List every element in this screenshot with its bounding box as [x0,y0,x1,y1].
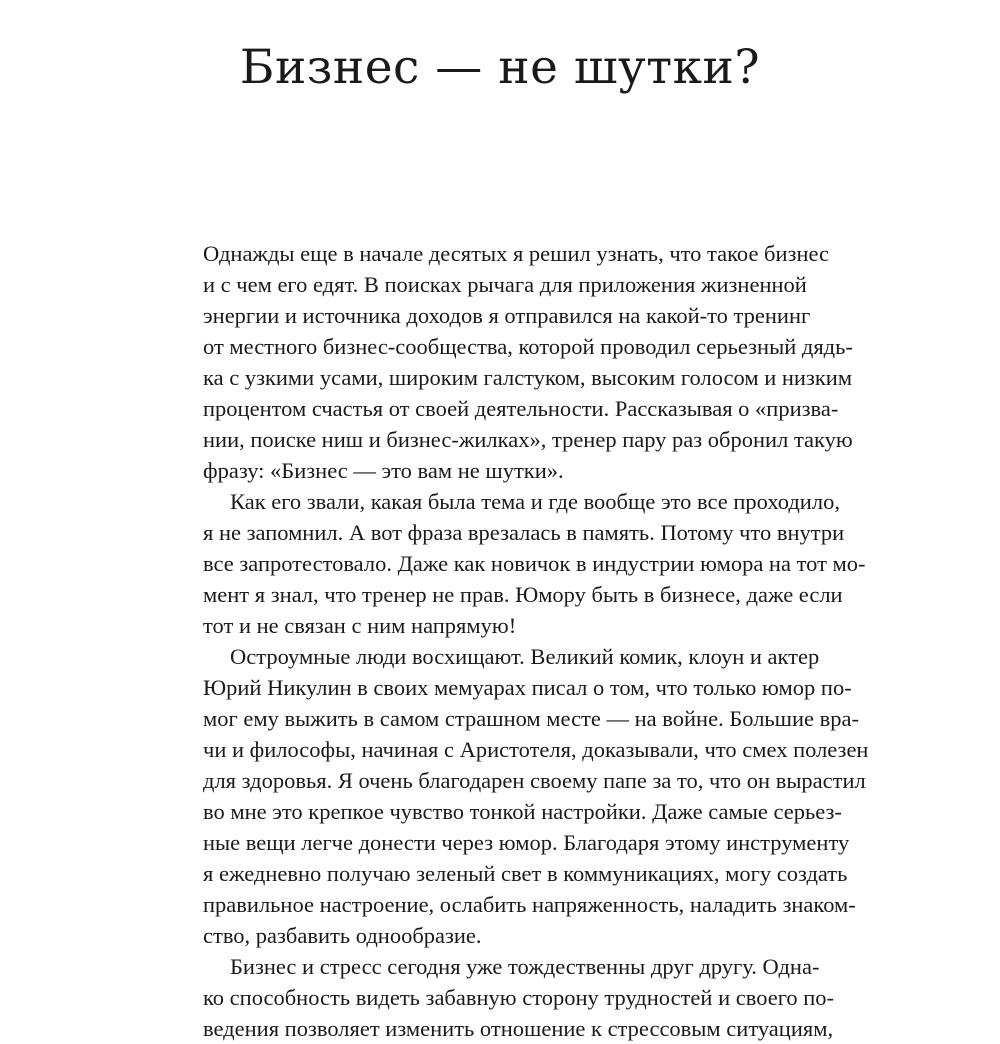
paragraph [203,641,869,951]
text-line: от местного бизнес-сообщества, которой проводил серьезный дядь- [203,334,853,359]
text-line: процентом счастья от своей деятельности. Рассказывая о «призва- [203,396,839,421]
paragraph [203,238,853,486]
text-line: Как его звали, какая была тема и где вообще это все проходило, [230,489,840,514]
text-line: правильное настроение, ослабить напряженность, наладить знаком- [203,892,856,917]
text-line: ка с узкими усами, широким галстуком, высоким голосом и низким [203,365,853,390]
text-line: для здоровья. Я очень благодарен своему папе за то, что он вырастил [203,768,866,793]
text-line: я ежедневно получаю зеленый свет в коммуникациях, могу создать [203,861,848,886]
text-line: Остроумные люди восхищают. Великий комик, клоун и актер [230,644,820,669]
text-line: ные вещи легче донести через юмор. Благодаря этому инструменту [203,830,850,855]
text-line: мент я знал, что тренер не прав. Юмору быть в бизнесе, даже если [203,582,843,607]
text-line: мог ему выжить в самом страшном месте — на войне. Большие вра- [203,706,860,731]
text-line: ко способность видеть забавную сторону трудностей и своего по- [203,985,835,1010]
text-line: Юрий Никулин в своих мемуарах писал о том, что только юмор по- [203,675,852,700]
chapter-title: Бизнес — не шутки? [239,40,761,95]
text-line: Бизнес и стресс сегодня уже тождественны друг другу. Одна- [230,954,820,979]
text-line: чи и философы, начиная с Аристотеля, доказывали, что смех полезен [203,737,869,762]
text-line: Однажды еще в начале десятых я решил узнать, что такое бизнес [203,241,830,266]
text-line: энергии и источника доходов я отправился на какой-то тренинг [203,303,811,328]
text-line: тот и не связан с ним напрямую! [203,613,517,638]
paragraph [203,951,835,1044]
text-line: и с чем его едят. В поисках рычага для приложения жизненной [203,272,807,297]
text-line: ведения позволяет изменить отношение к стрессовым ситуациям, [203,1016,834,1041]
text-line: нии, поиске ниш и бизнес-жилках», тренер пару раз обронил такую [203,427,853,452]
text-line: ство, разбавить однообразие. [203,923,482,948]
text-line: во мне это крепкое чувство тонкой настройки. Даже самые серьез- [203,799,842,824]
paragraph [203,486,866,641]
body-text [203,238,869,1044]
text-line: фразу: «Бизнес — это вам не шутки». [203,458,564,483]
text-line: я не запомнил. А вот фраза врезалась в память. Потому что внутри [203,520,845,545]
text-line: все запротестовало. Даже как новичок в индустрии юмора на тот мо- [203,551,866,576]
